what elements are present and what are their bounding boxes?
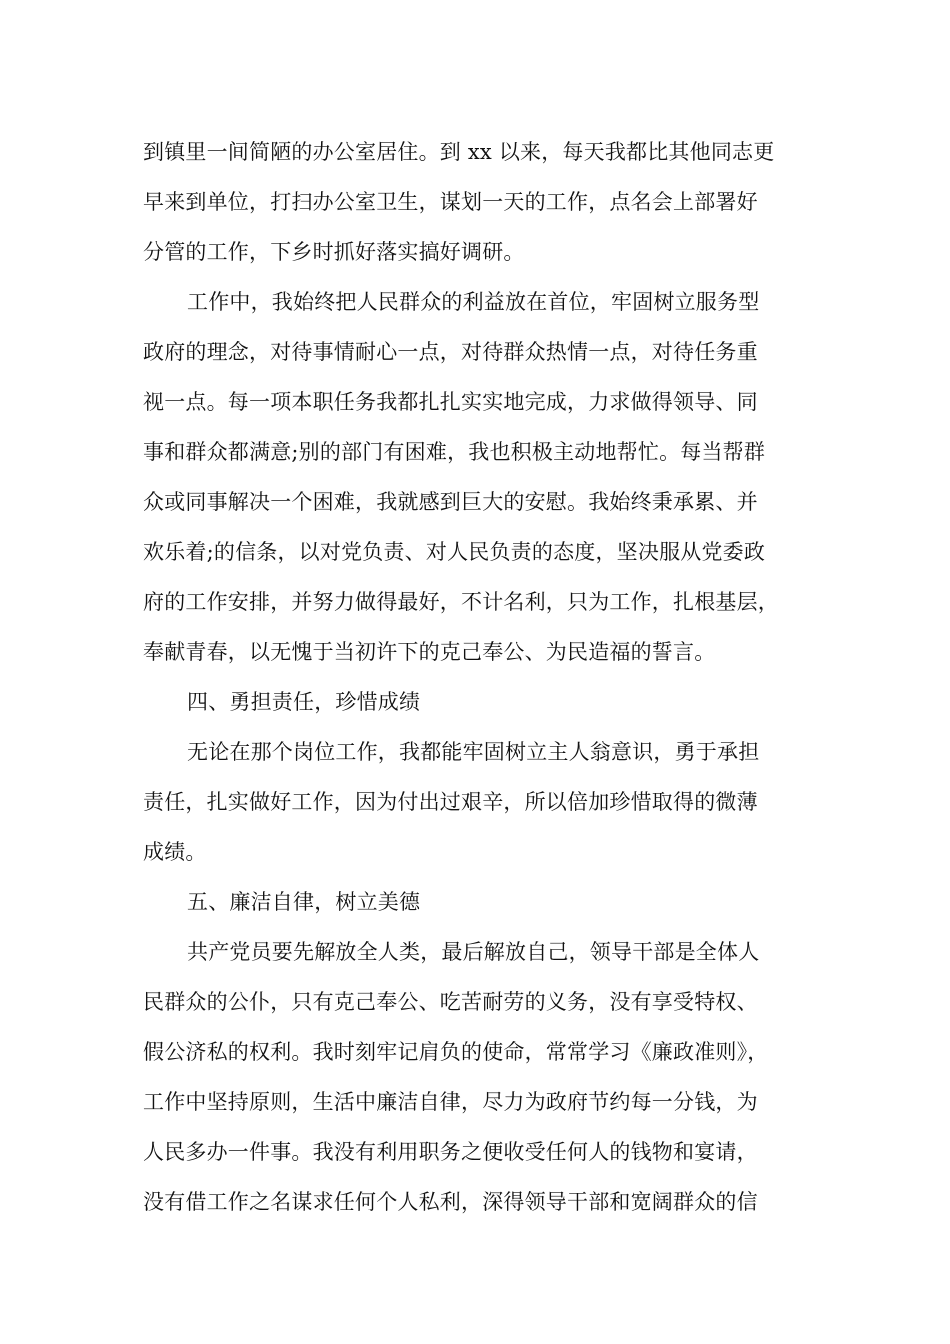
text-line: 政府的理念，对待事情耐心一点，对待群众热情一点，对待任务重 xyxy=(143,340,758,364)
text-line: 工作中坚持原则，生活中廉洁自律，尽力为政府节约每一分钱，为 xyxy=(143,1090,758,1114)
section-heading: 四、勇担责任，珍惜成绩 xyxy=(187,690,421,714)
text-line: 众或同事解决一个困难，我就感到巨大的安慰。我始终秉承累、并 xyxy=(143,490,758,514)
text-line: 早来到单位，打扫办公室卫生，谋划一天的工作，点名会上部署好 xyxy=(143,190,758,214)
text-line: 视一点。每一项本职任务我都扎扎实实地完成，力求做得领导、同 xyxy=(143,390,758,414)
text-line: 假公济私的权利。我时刻牢记肩负的使命，常常学习《廉政准则》， xyxy=(143,1040,769,1064)
text-line: 没有借工作之名谋求任何个人私利，深得领导干部和宽阔群众的信 xyxy=(143,1190,758,1214)
text-line: 人民多办一件事。我没有利用职务之便收受任何人的钱物和宴请， xyxy=(143,1140,758,1164)
text-line: 到镇里一间简陋的办公室居住。到 xx 以来，每天我都比其他同志更 xyxy=(143,140,775,164)
text-line: 事和群众都满意;别的部门有困难，我也积极主动地帮忙。每当帮群 xyxy=(143,440,766,464)
text-line: 民群众的公仆，只有克己奉公、吃苦耐劳的义务，没有享受特权、 xyxy=(143,990,758,1014)
text-line: 府的工作安排，并努力做得最好，不计名利，只为工作，扎根基层， xyxy=(143,590,779,614)
text-line: 责任，扎实做好工作，因为付出过艰辛，所以倍加珍惜取得的微薄 xyxy=(143,790,758,814)
text-line: 欢乐着;的信条，以对党负责、对人民负责的态度，坚决服从党委政 xyxy=(143,540,766,564)
text-line: 奉献青春，以无愧于当初许下的克己奉公、为民造福的誓言。 xyxy=(143,640,716,664)
paragraph-first-line: 共产党员要先解放全人类，最后解放自己，领导干部是全体人 xyxy=(187,940,760,964)
section-heading: 五、廉洁自律，树立美德 xyxy=(187,890,421,914)
text-line: 分管的工作，下乡时抓好落实搞好调研。 xyxy=(143,240,525,264)
paragraph-first-line: 无论在那个岗位工作，我都能牢固树立主人翁意识，勇于承担 xyxy=(187,740,760,764)
paragraph-first-line: 工作中，我始终把人民群众的利益放在首位，牢固树立服务型 xyxy=(187,290,760,314)
text-line: 成绩。 xyxy=(143,840,207,864)
